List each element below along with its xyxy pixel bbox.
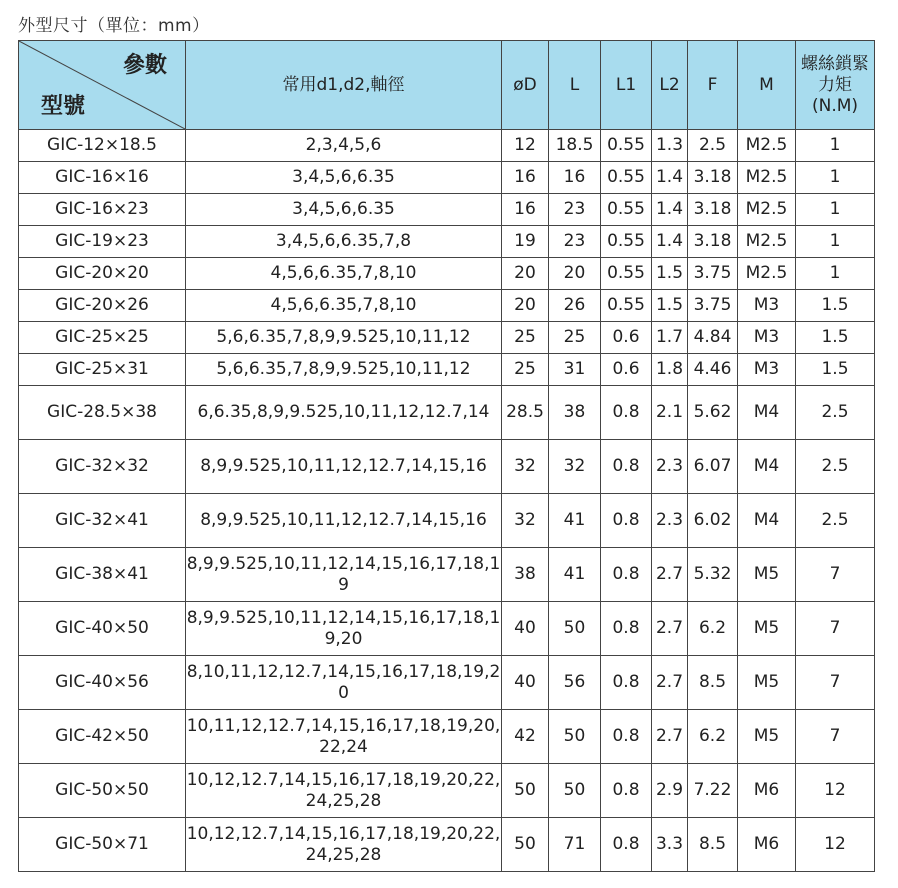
cell-l: 50 (549, 764, 601, 818)
cell-torque: 12 (796, 764, 875, 818)
cell-bore: 8,9,9.525,10,11,12,14,15,16,17,18,19,20 (186, 602, 502, 656)
table-row (19, 130, 875, 162)
table-row (19, 386, 875, 440)
cell-bore: 4,5,6,6.35,7,8,10 (186, 290, 502, 322)
header-bore: 常用d1,d2,軸徑 (186, 41, 502, 130)
cell-model: GIC-16×16 (19, 162, 186, 194)
cell-l2: 1.5 (652, 290, 688, 322)
cell-torque: 1 (796, 226, 875, 258)
cell-l: 38 (549, 386, 601, 440)
cell-bore: 6,6.35,8,9,9.525,10,11,12,12.7,14 (186, 386, 502, 440)
cell-bore: 8,9,9.525,10,11,12,12.7,14,15,16 (186, 494, 502, 548)
table-row (19, 656, 875, 710)
cell-f: 3.18 (688, 194, 738, 226)
cell-model: GIC-42×50 (19, 710, 186, 764)
cell-l: 25 (549, 322, 601, 354)
cell-od: 32 (502, 440, 549, 494)
cell-l2: 3.3 (652, 818, 688, 872)
cell-l1: 0.8 (601, 764, 652, 818)
cell-model: GIC-12×18.5 (19, 130, 186, 162)
cell-l: 71 (549, 818, 601, 872)
cell-m: M5 (738, 710, 796, 764)
cell-l2: 2.7 (652, 710, 688, 764)
cell-model: GIC-40×50 (19, 602, 186, 656)
cell-f: 7.22 (688, 764, 738, 818)
table-row (19, 258, 875, 290)
cell-bore: 5,6,6.35,7,8,9,9.525,10,11,12 (186, 354, 502, 386)
cell-od: 25 (502, 322, 549, 354)
cell-model: GIC-19×23 (19, 226, 186, 258)
cell-od: 28.5 (502, 386, 549, 440)
cell-l1: 0.55 (601, 226, 652, 258)
cell-od: 20 (502, 290, 549, 322)
cell-m: M2.5 (738, 194, 796, 226)
cell-torque: 2.5 (796, 494, 875, 548)
cell-l2: 2.3 (652, 440, 688, 494)
cell-l2: 1.4 (652, 226, 688, 258)
cell-l2: 2.9 (652, 764, 688, 818)
cell-m: M3 (738, 290, 796, 322)
cell-f: 8.5 (688, 656, 738, 710)
cell-bore: 10,11,12,12.7,14,15,16,17,18,19,20,22,24 (186, 710, 502, 764)
cell-bore: 3,4,5,6,6.35 (186, 194, 502, 226)
cell-torque: 7 (796, 548, 875, 602)
cell-l: 18.5 (549, 130, 601, 162)
cell-bore: 3,4,5,6,6.35,7,8 (186, 226, 502, 258)
cell-bore: 8,10,11,12,12.7,14,15,16,17,18,19,20 (186, 656, 502, 710)
table-caption: 外型尺寸（單位：mm） (18, 16, 210, 36)
cell-bore: 4,5,6,6.35,7,8,10 (186, 258, 502, 290)
cell-l2: 1.7 (652, 322, 688, 354)
cell-torque: 2.5 (796, 386, 875, 440)
cell-l: 31 (549, 354, 601, 386)
cell-torque: 7 (796, 656, 875, 710)
cell-model: GIC-20×26 (19, 290, 186, 322)
cell-m: M4 (738, 386, 796, 440)
table-row (19, 818, 875, 872)
cell-od: 40 (502, 656, 549, 710)
table-row (19, 290, 875, 322)
cell-model: GIC-38×41 (19, 548, 186, 602)
cell-model: GIC-32×32 (19, 440, 186, 494)
cell-l1: 0.8 (601, 710, 652, 764)
cell-l2: 2.1 (652, 386, 688, 440)
cell-l1: 0.8 (601, 548, 652, 602)
cell-l1: 0.8 (601, 494, 652, 548)
cell-f: 3.75 (688, 258, 738, 290)
header-od: øD (502, 41, 549, 130)
table-row (19, 162, 875, 194)
cell-m: M5 (738, 656, 796, 710)
cell-model: GIC-16×23 (19, 194, 186, 226)
cell-m: M4 (738, 440, 796, 494)
cell-od: 50 (502, 764, 549, 818)
cell-torque: 12 (796, 818, 875, 872)
header-m: M (738, 41, 796, 130)
cell-od: 38 (502, 548, 549, 602)
cell-l2: 1.3 (652, 130, 688, 162)
cell-m: M2.5 (738, 226, 796, 258)
cell-f: 6.02 (688, 494, 738, 548)
table-row (19, 194, 875, 226)
cell-torque: 7 (796, 602, 875, 656)
cell-model: GIC-28.5×38 (19, 386, 186, 440)
cell-f: 8.5 (688, 818, 738, 872)
cell-l1: 0.8 (601, 602, 652, 656)
cell-l: 56 (549, 656, 601, 710)
cell-l2: 1.4 (652, 162, 688, 194)
cell-od: 50 (502, 818, 549, 872)
cell-od: 12 (502, 130, 549, 162)
cell-m: M2.5 (738, 162, 796, 194)
cell-l: 41 (549, 548, 601, 602)
cell-model: GIC-50×50 (19, 764, 186, 818)
cell-f: 4.46 (688, 354, 738, 386)
cell-l1: 0.55 (601, 194, 652, 226)
cell-bore: 2,3,4,5,6 (186, 130, 502, 162)
cell-bore: 10,12,12.7,14,15,16,17,18,19,20,22,24,25,28 (186, 764, 502, 818)
cell-m: M3 (738, 322, 796, 354)
table-row (19, 440, 875, 494)
cell-model: GIC-25×25 (19, 322, 186, 354)
cell-od: 25 (502, 354, 549, 386)
header-param-label: 參數 (122, 53, 167, 78)
cell-f: 6.07 (688, 440, 738, 494)
cell-l: 16 (549, 162, 601, 194)
cell-od: 19 (502, 226, 549, 258)
cell-l: 32 (549, 440, 601, 494)
table-row (19, 602, 875, 656)
cell-od: 20 (502, 258, 549, 290)
cell-bore: 8,9,9.525,10,11,12,12.7,14,15,16 (186, 440, 502, 494)
cell-torque: 1.5 (796, 322, 875, 354)
cell-f: 6.2 (688, 710, 738, 764)
cell-l1: 0.6 (601, 354, 652, 386)
cell-od: 16 (502, 194, 549, 226)
header-row (19, 41, 875, 130)
cell-l2: 2.3 (652, 494, 688, 548)
cell-l1: 0.55 (601, 258, 652, 290)
cell-f: 5.32 (688, 548, 738, 602)
cell-f: 3.18 (688, 226, 738, 258)
cell-l1: 0.8 (601, 818, 652, 872)
cell-m: M3 (738, 354, 796, 386)
cell-l2: 2.7 (652, 656, 688, 710)
cell-model: GIC-50×71 (19, 818, 186, 872)
cell-l1: 0.8 (601, 386, 652, 440)
cell-torque: 2.5 (796, 440, 875, 494)
cell-l1: 0.6 (601, 322, 652, 354)
cell-m: M6 (738, 818, 796, 872)
cell-f: 2.5 (688, 130, 738, 162)
cell-model: GIC-32×41 (19, 494, 186, 548)
cell-l1: 0.55 (601, 290, 652, 322)
cell-od: 16 (502, 162, 549, 194)
cell-l2: 1.4 (652, 194, 688, 226)
cell-l: 50 (549, 710, 601, 764)
cell-torque: 1 (796, 130, 875, 162)
table-row (19, 494, 875, 548)
header-l2: L2 (652, 41, 688, 130)
table-row (19, 764, 875, 818)
cell-od: 42 (502, 710, 549, 764)
cell-od: 40 (502, 602, 549, 656)
cell-l: 41 (549, 494, 601, 548)
cell-m: M2.5 (738, 130, 796, 162)
cell-l: 23 (549, 226, 601, 258)
table-row (19, 548, 875, 602)
table-row (19, 322, 875, 354)
cell-l: 50 (549, 602, 601, 656)
cell-l1: 0.8 (601, 656, 652, 710)
cell-bore: 3,4,5,6,6.35 (186, 162, 502, 194)
cell-torque: 1 (796, 194, 875, 226)
cell-l: 23 (549, 194, 601, 226)
cell-l2: 1.5 (652, 258, 688, 290)
cell-f: 4.84 (688, 322, 738, 354)
cell-f: 6.2 (688, 602, 738, 656)
cell-m: M2.5 (738, 258, 796, 290)
header-l1: L1 (601, 41, 652, 130)
cell-torque: 1.5 (796, 290, 875, 322)
header-f: F (688, 41, 738, 130)
cell-l: 26 (549, 290, 601, 322)
header-l: L (549, 41, 601, 130)
cell-bore: 5,6,6.35,7,8,9,9.525,10,11,12 (186, 322, 502, 354)
cell-l1: 0.8 (601, 440, 652, 494)
cell-l2: 2.7 (652, 602, 688, 656)
cell-f: 5.62 (688, 386, 738, 440)
cell-bore: 8,9,9.525,10,11,12,14,15,16,17,18,19 (186, 548, 502, 602)
header-torque: 螺絲鎖緊力矩(N.M) (796, 41, 875, 130)
cell-m: M5 (738, 548, 796, 602)
cell-bore: 10,12,12.7,14,15,16,17,18,19,20,22,24,25,28 (186, 818, 502, 872)
header-model-label: 型號 (41, 94, 86, 119)
table-row (19, 710, 875, 764)
cell-l1: 0.55 (601, 130, 652, 162)
cell-model: GIC-25×31 (19, 354, 186, 386)
spec-table (18, 40, 875, 872)
cell-m: M6 (738, 764, 796, 818)
cell-l1: 0.55 (601, 162, 652, 194)
header-corner-cell (19, 41, 186, 130)
cell-torque: 7 (796, 710, 875, 764)
table-row (19, 354, 875, 386)
cell-od: 32 (502, 494, 549, 548)
cell-m: M5 (738, 602, 796, 656)
cell-torque: 1 (796, 162, 875, 194)
cell-f: 3.75 (688, 290, 738, 322)
cell-model: GIC-40×56 (19, 656, 186, 710)
cell-f: 3.18 (688, 162, 738, 194)
cell-torque: 1 (796, 258, 875, 290)
cell-model: GIC-20×20 (19, 258, 186, 290)
cell-m: M4 (738, 494, 796, 548)
cell-l2: 1.8 (652, 354, 688, 386)
table-row (19, 226, 875, 258)
cell-torque: 1.5 (796, 354, 875, 386)
cell-l: 20 (549, 258, 601, 290)
cell-l2: 2.7 (652, 548, 688, 602)
